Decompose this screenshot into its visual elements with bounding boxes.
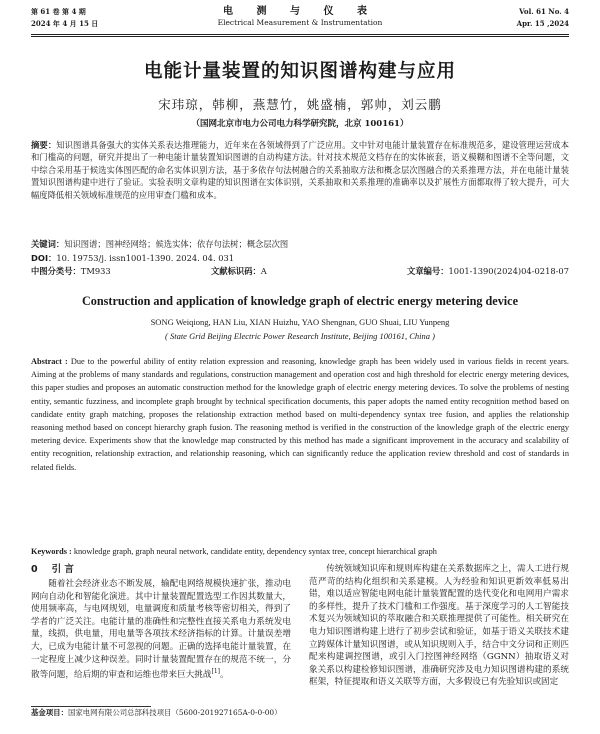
article-no-value: 1001-1390(2024)04-0218-07	[448, 266, 569, 276]
section-heading-introduction	[31, 563, 291, 577]
en-authors: SONG Weiqiong, HAN Liu, XIAN Huizhu, YAO Shengnan, GUO Shuai, LIU Yunpeng	[150, 317, 450, 327]
clc-number	[31, 265, 111, 277]
date-cn: 2024 年 4 月 15 日	[31, 19, 99, 28]
funding-text: 国家电网有限公司总部科技项目（5600-201927165A-0-0-00）	[67, 708, 282, 717]
cn-keywords-label: 关键词：	[31, 239, 65, 249]
doi-label: DOI：	[31, 253, 57, 263]
journal-name-cn: 电 测 与 仪 表	[223, 6, 377, 17]
doc-code-value: A	[260, 266, 267, 276]
doi	[31, 252, 234, 264]
intro-paragraph-1	[31, 578, 291, 682]
cn-affiliation: （国网北京市电力公司电力科学研究院，北京 100161）	[191, 119, 409, 129]
date-en: Apr. 15 ,2024	[516, 19, 569, 28]
cn-abstract-label: 摘要：	[31, 140, 57, 150]
funding-label: 基金项目：	[31, 708, 68, 717]
doc-code-label: 文献标识码：	[211, 266, 261, 276]
cn-authors: 宋玮琼，韩柳，燕慧竹，姚盛楠，郭帅，刘云鹏	[158, 97, 442, 112]
en-abstract	[31, 355, 569, 474]
running-header	[31, 6, 569, 36]
en-keywords-label: Keywords :	[31, 547, 72, 556]
footnote-rule	[31, 706, 151, 707]
body-column-right	[309, 563, 569, 689]
section-title: 引 言	[51, 564, 74, 575]
article-no-label: 文章编号：	[407, 266, 449, 276]
en-keywords-text: knowledge graph, graph neural network, candidate entity, dependency syntax tree, concept hierarchical graph	[71, 547, 437, 556]
cn-abstract-text: 知识图谱具备强大的实体关系表达推理能力，近年来在各领域得到了广泛应用。文中针对电能计量装置存在标准规范多，建设管理运营成本和门槛高的问题，研究并提出了一种电能计量装置知识图谱的自动构建方法。针对技术规范文档存在的实体嵌套，语义模糊和图谱不全等问题，文中综合采用基于候选实体图匹配的命名实体识别方法，基于多依存句法树融合的关系抽取方法和概念层次图融合的关系推理方法，并在电能计量装置知识图谱构建中进行了验证。实验表明文章构建的知识图谱在实体识别，关系抽取和关系推理的准确率以及扩展性方面都取得了较大提升，可大幅度降低相关领域标准规范的应用审查门槛和成本。	[31, 140, 569, 200]
doi-value: 10. 19753/j. issn1001-1390. 2024. 04. 031	[56, 253, 235, 263]
volume-issue-cn: 第 61 卷 第 4 期	[31, 7, 86, 16]
clc-value: TM933	[80, 266, 111, 276]
en-keywords	[31, 546, 569, 558]
cn-title: 电能计量装置的知识图谱构建与应用	[143, 61, 456, 82]
intro-paragraph-1-text: 随着社会经济业态不断发展，输配电网络规模快速扩张，推动电网向自动化和智能化演进。其中计量装置配置选型工作因其数量大，使用频率高，与电网规划，电量调度和质量考核等密切相关，得到了学者的广泛关注。电能计量的准确性和完整性直接关系电力系统发电量，线损，供电量，用电量等各项技术经济指标的计算。计量误差增大，已成为电能计量不可忽视的问题。正确的选择电能计量装置，在一定程度上减少这种误差。同时计量装置配置存在的规范不统一，分散等问题，给后期的审查和运维也带来巨大挑战	[31, 579, 291, 681]
header-rule-top	[31, 34, 569, 35]
en-affiliation: ( State Grid Beijing Electric Power Research Institute, Beijing 100161, China )	[165, 331, 435, 341]
header-center	[31, 6, 569, 28]
cn-keywords	[31, 238, 569, 250]
funding-footnote	[31, 708, 293, 719]
clc-label: 中图分类号：	[31, 266, 81, 276]
cn-abstract	[31, 139, 569, 201]
header-right	[517, 6, 569, 30]
intro-paragraph-2: 传统领域知识库和规则库构建在关系数据库之上，需人工进行规范严苛的结构化组织和关系建模。人为经验和知识更新效率低易出错，难以适应智能电网电能计量装置配置的迭代变化和电网用户需求的多样性，提升了技术门槛和工作强度。基于深度学习的人工智能技术复兴为领域知识的萃取融合和关联推理提供了可能性。相关研究在电力知识图谱构建上进行了初步尝试和验证，如基于语义关联技术建立跨媒体计量知识图谱，或从知识规则入手，结合中文分词和正则匹配来构建调控图谱，或引入门控图神经网络（GGNN）抽取语义对象关系以构建检修知识图谱，准确研究涉及电力知识图谱构建的系统框架，特征提取和语义关联等方面，大多假设已有先验知识或固定	[309, 564, 569, 688]
section-number: 0	[31, 564, 38, 575]
article-number	[407, 265, 569, 277]
en-abstract-label: Abstract :	[31, 357, 68, 366]
volume-issue-en: Vol. 61 No. 4	[519, 7, 569, 16]
header-rule-bottom	[31, 36, 569, 37]
intro-paragraph-1-end: 。	[219, 670, 229, 681]
document-code	[211, 265, 267, 277]
en-title: Construction and application of knowledge graph of electric energy metering device	[82, 294, 518, 308]
body-column-left	[31, 563, 291, 682]
en-abstract-text: Due to the powerful ability of entity relation expression and reasoning, knowledge graph has been widely used in various fields in recent years. Aiming at the problems of many standards and regulations, construction management and operation cost and high threshold for electric energy metering devices, this paper studies and proposes an automatic construction method for the knowledge graph of electric energy metering devices. To solve the problems of nesting entity, semantic fuzziness, and incomplete graph brought by technical specification documents, this paper adopts the named entity recognition method based on candidate entity graph matching, proposes the relationship extraction method based on multi-dependency syntax tree fusion, and applies the relationship reasoning method based on concept hierarchy graph fusion. The reasoning method is verified in the construction of the knowledge graph of the electric energy metering device. Experiments show that the knowledge map constructed by this method has made a significant improvement in the accuracy and scalability of entity recognition, relationship extraction, and relationship reasoning, which can significantly reduce the application review threshold and cost of standards in related fields.	[31, 357, 569, 472]
citation-1: [1]	[211, 668, 220, 676]
journal-name-en: Electrical Measurement & Instrumentation	[217, 18, 383, 27]
cn-keywords-text: 知识图谱；图神经网络；候选实体；依存句法树；概念层次图	[64, 239, 289, 249]
